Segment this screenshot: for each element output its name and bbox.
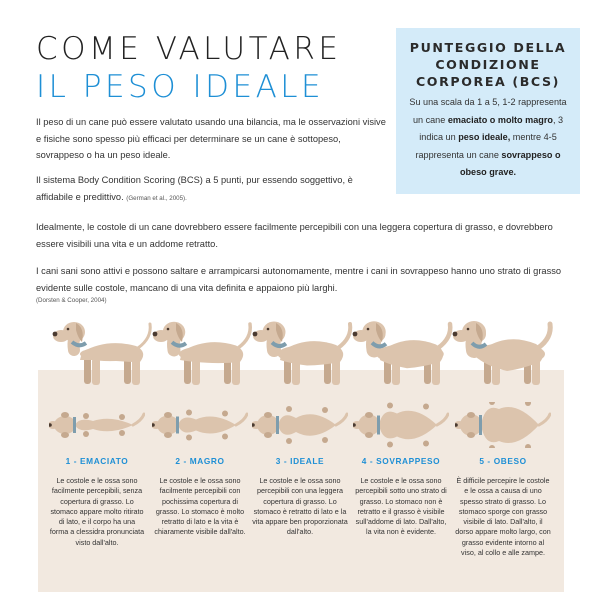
bcs-text-part-1: Su una scala da 1 a 5, 1-2 rappresenta un cane (409, 97, 567, 125)
bcs-text-part-2: , 3 indica un (419, 114, 564, 142)
category-label-1: 1 - EMACIATO (65, 456, 129, 466)
category-description-4: Le costole e le ossa sono percepibili sotto uno strato di grasso. Lo stomaco non è retratto e il grasso è visibile sull'addome di lato. Dall'alto, la vita non è evidente. (355, 476, 447, 537)
healthy-paragraph: I cani sani sono attivi e possono saltare e arrampicarsi autonomamente, mentre i cani in sovrappeso hanno uno strato di grasso evidente sulle costole, mancano di una vita definita e appaiono più larghi. (36, 266, 562, 293)
bcs-box-title (404, 39, 572, 90)
category-description-5: È difficile percepire le costole e le ossa a causa di uno spesso strato di grasso. Lo stomaco sporge con grasso visibile di lato. Dall'alto, il dorso appare molto largo, con grasso evidente intorno al viso, al collo e alle zampe. (455, 476, 551, 558)
dog-top-view-5 (455, 402, 551, 453)
bcs-bold-obese: sovrappeso o obeso grave. (459, 149, 561, 177)
title-line-2: IL PESO IDEALE (36, 69, 325, 105)
dog-top-view-2 (152, 402, 248, 453)
category-description-3: Le costole e le ossa sono percepibili con una leggera copertura di grasso. Lo stomaco è retratto di lato e la vita appare ben proporzionata dall'alto. (252, 476, 348, 537)
ideal-paragraph: Idealmente, le costole di un cane dovrebbero essere facilmente percepibili con una leggera copertura di grasso, e dovrebbero essere visibili una vita e un addome retratto. (36, 222, 553, 249)
bcs-title-line: PUNTEGGIO DELLA (409, 40, 567, 55)
bcs-bold-emaciated: emaciato o molto magro (447, 114, 553, 125)
dog-side-view-5 (452, 310, 562, 397)
dog-top-view-1 (49, 402, 145, 453)
bcs-paragraph-text: Il sistema Body Condition Scoring (BCS) a 5 punti, pur essendo soggettivo, è affidabile e predittivo. (36, 175, 353, 202)
page-title (36, 30, 341, 106)
citation-dorsten: (Dorsten & Cooper, 2004) (36, 297, 107, 304)
bcs-paragraph (36, 172, 386, 207)
bcs-text-part-3: mentre 4-5 rappresenta un cane (415, 132, 557, 160)
category-descriptions (38, 476, 564, 586)
category-description-1: Le costole e le ossa sono facilmente percepibili, senza copertura di grasso. Lo stomaco appare molto ritirato di lato, e il corpo ha una forma a clessidra pronunciata visto dall'alto. (49, 476, 145, 547)
side-view-dogs (0, 310, 600, 392)
intro-paragraph: Il peso di un cane può essere valutato usando una bilancia, ma le osservazioni visive e fisiche sono spesso più efficaci per determinare se un cane è sottopeso, sovrappeso o ha un peso ideale. (36, 117, 386, 160)
dog-top-view-3 (252, 402, 348, 453)
dog-side-view-3 (252, 310, 362, 397)
dog-side-view-4 (352, 310, 462, 397)
category-label-4: 4 - SOVRAPPESO (361, 456, 441, 466)
category-description-2: Le costole e le ossa sono facilmente percepibili con pochissima copertura di grasso. Lo stomaco è molto retratto di lato e la vita è chiaramente visibile dall'alto. (154, 476, 246, 537)
bcs-bold-ideal: peso ideale, (458, 132, 511, 142)
bcs-box-text (404, 94, 572, 182)
category-label-5: 5 - OBESO (479, 456, 527, 466)
bcs-title-line: CONDIZIONE (435, 57, 541, 72)
category-label-2: 2 - MAGRO (175, 456, 225, 466)
bcs-title-line: CORPOREA (BCS) (415, 74, 561, 89)
bcs-info-box (396, 28, 580, 194)
title-line-1: COME VALUTARE (36, 31, 342, 67)
category-label-3: 3 - IDEALE (275, 456, 325, 466)
category-labels (38, 456, 564, 470)
citation-german: (German et al., 2005). (126, 194, 187, 202)
top-view-dogs (38, 402, 564, 448)
dog-side-view-1 (52, 310, 162, 397)
dog-top-view-4 (353, 402, 449, 453)
dog-side-view-2 (152, 310, 262, 397)
